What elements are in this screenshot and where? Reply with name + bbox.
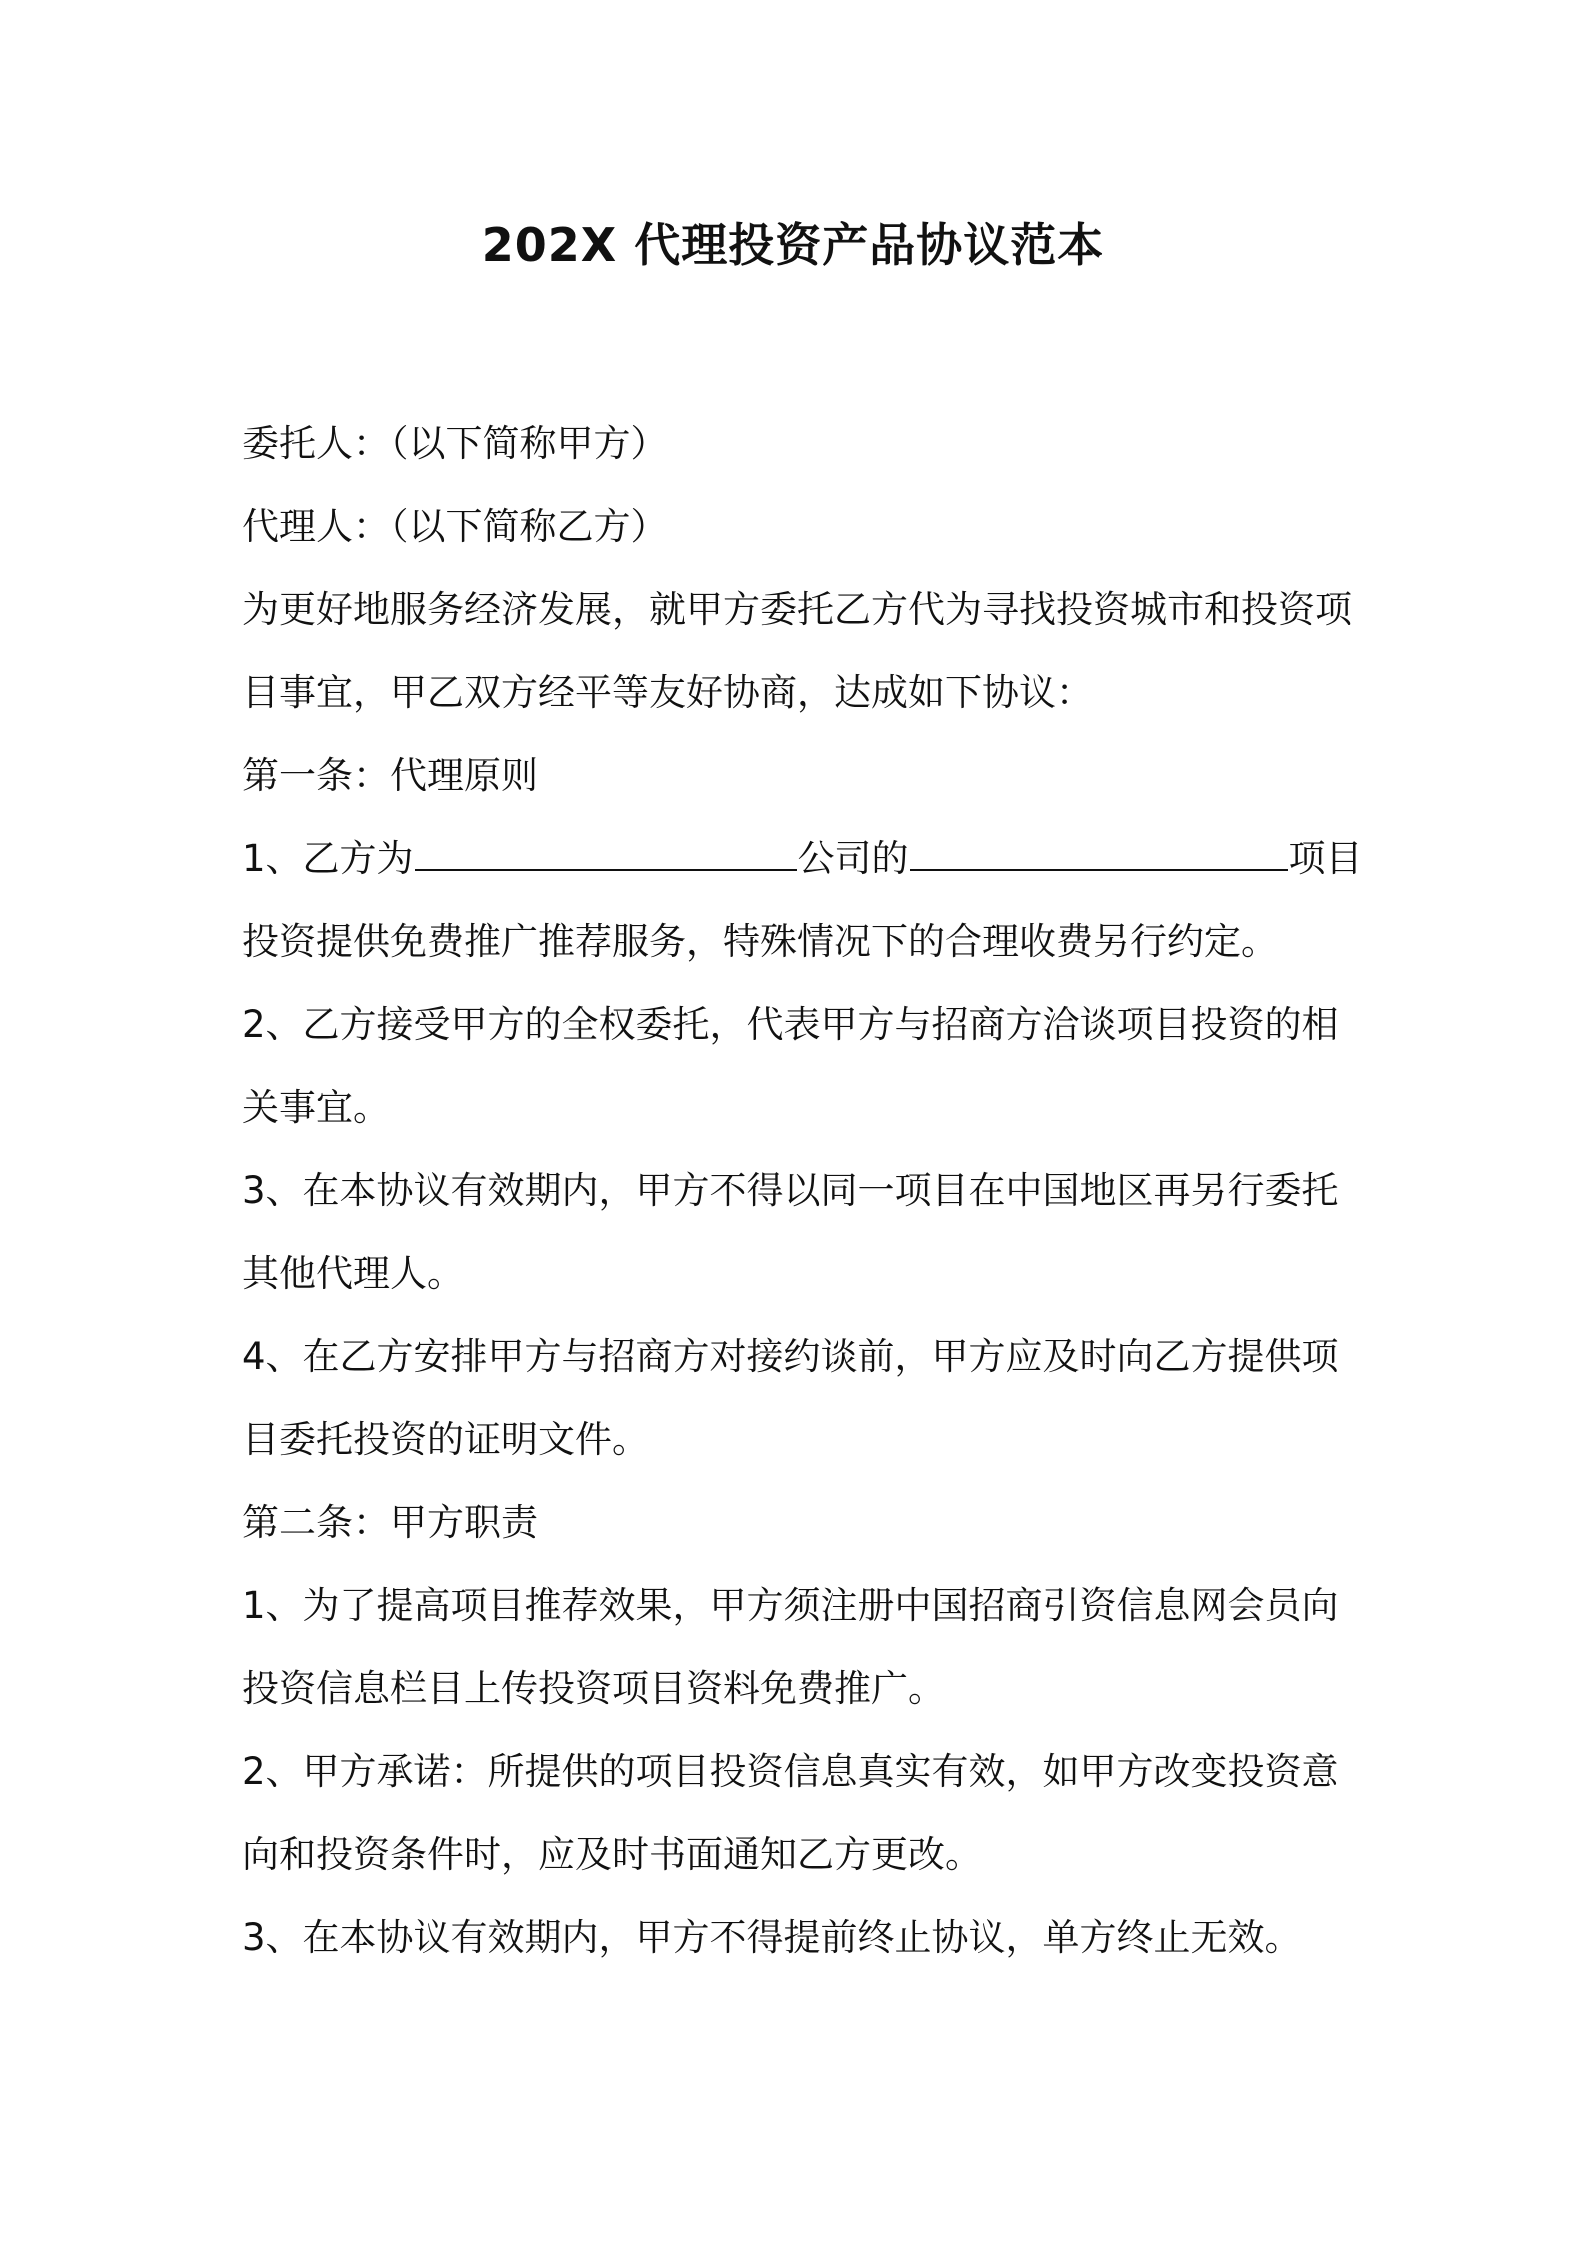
article-2-item-3: 3、在本协议有效期内，甲方不得提前终止协议，单方终止无效。 (242, 1916, 1302, 1959)
article-2-heading: 第二条：甲方职责 (242, 1501, 538, 1544)
agent-line: 代理人：（以下简称乙方） (242, 505, 668, 548)
item-1-suffix: 项目 (1288, 837, 1363, 880)
article-1-item-3-line-1: 3、在本协议有效期内，甲方不得以同一项目在中国地区再另行委托 (242, 1169, 1339, 1212)
project-blank (910, 839, 1288, 871)
principal-line: 委托人：（以下简称甲方） (242, 422, 668, 465)
article-1-item-1-line-1 (242, 817, 1362, 900)
article-2-item-1-line-1: 1、为了提高项目推荐效果，甲方须注册中国招商引资信息网会员向 (242, 1584, 1339, 1627)
item-1-middle: 公司的 (797, 837, 909, 880)
article-2-item-1-line-2: 投资信息栏目上传投资项目资料免费推广。 (242, 1667, 945, 1710)
article-1-item-3-line-2: 其他代理人。 (242, 1252, 464, 1295)
intro-line-2: 目事宜，甲乙双方经平等友好协商，达成如下协议： (242, 671, 1093, 714)
article-2-item-2-line-2: 向和投资条件时，应及时书面通知乙方更改。 (242, 1833, 982, 1876)
item-1-prefix: 1、乙方为 (242, 837, 414, 880)
article-1-item-4-line-1: 4、在乙方安排甲方与招商方对接约谈前，甲方应及时向乙方提供项 (242, 1335, 1339, 1378)
article-1-item-1-line-2: 投资提供免费推广推荐服务，特殊情况下的合理收费另行约定。 (242, 920, 1278, 963)
article-2-item-2-line-1: 2、甲方承诺：所提供的项目投资信息真实有效，如甲方改变投资意 (242, 1750, 1339, 1793)
document-title: 202X 代理投资产品协议范本 (481, 218, 1105, 272)
article-1-item-4-line-2: 目委托投资的证明文件。 (242, 1418, 649, 1461)
article-1-heading: 第一条：代理原则 (242, 754, 538, 797)
document-body (242, 402, 1362, 1979)
article-1-item-2-line-1: 2、乙方接受甲方的全权委托，代表甲方与招商方洽谈项目投资的相 (242, 1003, 1339, 1046)
company-blank (415, 839, 797, 871)
intro-line-1: 为更好地服务经济发展，就甲方委托乙方代为寻找投资城市和投资项 (242, 588, 1352, 631)
article-1-item-2-line-2: 关事宜。 (242, 1086, 390, 1129)
